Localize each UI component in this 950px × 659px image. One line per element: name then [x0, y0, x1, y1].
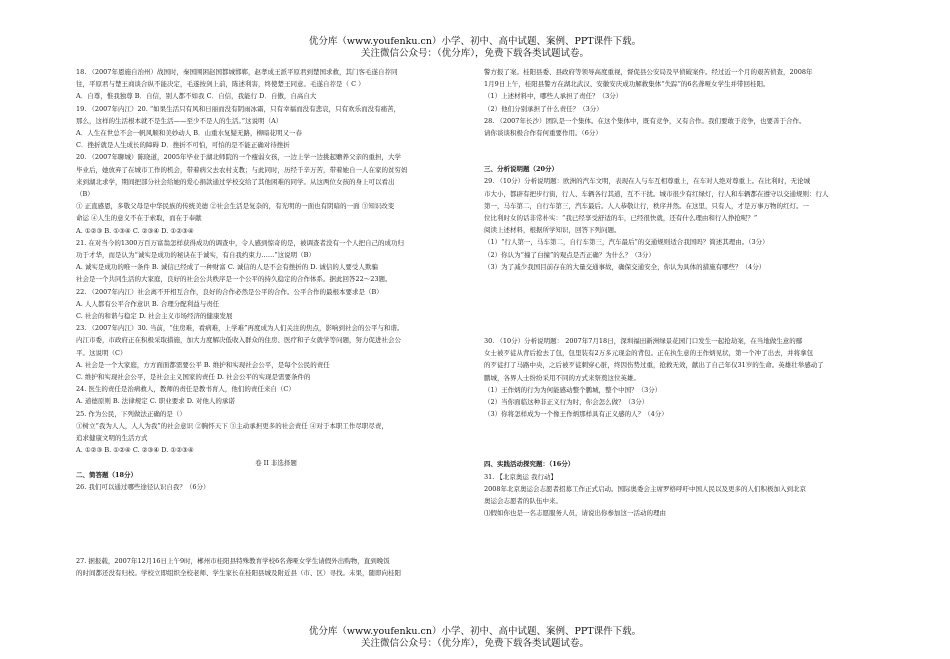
text-line: （2）当你面临这种非正义行为时，你会怎么做？（3分）	[484, 398, 649, 407]
text-line: 27. 据报载，2007年12月16日上午9时，郴州市桂阳县特殊教育学校6名聋哑女学生请假外出购物，直到晚饭	[76, 557, 390, 566]
text-line: 奥运会志愿者的队伍中来。	[484, 497, 562, 506]
text-line: （1）“行人第一，马车第二，自行车第三，汽车最后”的交通规则适合我国吗？简述其理由。（3分）	[484, 238, 769, 247]
footer-line-1: 优分库（www.youfenku.cn）小学、初中、高中试题、案例、PPT课件下载。	[308, 626, 642, 637]
text-line: ①树立“我为人人，人人为我”的社会意识 ②胸怀天下 ③主动承担更多的社会责任 ④对于本职工作尽职尽责，	[76, 421, 388, 430]
text-line: 30. （10分）分析说明题： 2007年7月18日，深圳福田新洲绿景花园门口发生一起抢劫案，在当地做生意的鄢	[484, 337, 803, 346]
text-line: C．挫折就是人生成长的障碍 D．挫折不可怕，可怕的是不能正确对待挫折	[76, 141, 290, 150]
text-line: 20. （2007年聊城）陈晓道，2005年毕业于湖北师院的一个瘦弱女孩，一边上学一边挑起赡养父亲的重担，大学	[76, 153, 401, 162]
text-line: 功于才华，而是认为“诚实是成功的秘诀在于诚实，有自我约束力……”这说明（B）	[76, 251, 315, 260]
text-line: 24. 医生的责任是治病救人，教师的责任是教书育人，他们的责任来自（C）	[76, 385, 295, 394]
left-column	[76, 66, 476, 580]
text-line: （1）王作炳的行为为何能感动整个鹏城，整个中国？（3分）	[484, 385, 662, 394]
text-line: 那么，这样的生活根本就不是生活——至少不是人的生活。”这说明（A）	[76, 116, 283, 125]
text-line: 的时间都还没有归校。学校立即组织全校老师、学生家长在桂阳县城及附近县（市、区）寻找。未果，随即向桂阳	[76, 569, 401, 578]
text-line: 31. 【北京奥运 我行动】	[484, 472, 557, 481]
section-title-paper-2: 卷 II 非选择题	[255, 458, 297, 467]
text-line: 1月9日上午，桂阳县警方在湖北武汉、安徽安庆成功解救集体“失踪”的6名聋哑女学生并带回桂阳。	[484, 80, 770, 89]
text-line: 19. （2007年内江）20. “如果生活只有风和日丽而没有阴雨冰霜，只有幸福而没有悲哀，只有欢乐而没有痛苦，	[76, 104, 401, 113]
text-line: 往，平原君与楚王商谈合纵不能决定，毛遂按剑上前，陈述利害，终使楚王同意。毛遂自荐是（ C ）	[76, 80, 365, 89]
text-line: C. 维护和实现社会公平，是社会主义国家的责任 D. 社会公平的实现是需要条件的	[76, 373, 311, 382]
section-heading: 二、简答题（18分）	[76, 470, 138, 479]
text-line: （3）你将怎样成为一个像王作炳那样具有正义感的人？（4分）	[484, 410, 668, 419]
text-line: A. 道德原则 B. 法律规定 C. 职业要求 D. 对他人的承诺	[76, 397, 235, 406]
text-line: 2008年北京奥运会志愿者招募工作正式启动。国际奥委会主席罗格呼吁中国人民以及更多的人们积极加入到北京	[484, 484, 807, 493]
header-line-2: 关注微信公众号：（优分库），免费下载各类试题试卷。	[360, 48, 589, 59]
text-line: 来到湖北求学，期间把部分社会给她的爱心捐款通过学校交给了其他困难的同学。从这两位女孩的身上可以看出	[76, 177, 395, 186]
text-line: 女士被歹徒从背后抢去了包，包里装有2万多元现金的背包。正在执生意的王作炳见状，第一个冲了出去，并将拿包	[484, 349, 814, 358]
text-line: 追求健康文明的生活方式	[76, 434, 148, 443]
question-line: 26. 我们可以通过哪些途径认识自我？（6分）	[76, 482, 210, 491]
text-line: （B）	[76, 190, 94, 199]
header-line-1: 优分库（www.youfenku.cn）小学、初中、高中试题、案例、PPT课件下载。	[308, 36, 642, 47]
text-line: 22. （2007年内江）社会离不开相互合作，良好的合作必然是公平的合作。公平合作的最根本要求是（B）	[76, 287, 383, 296]
text-line: ① 正直感恩，多敬父母是中华民族的传统美德 ②社会生活是复杂的，有光明的一面也有阴暗的一面 ③知识改变	[76, 202, 395, 211]
text-line: A. 诚实是成功的唯一条件 B. 诚信已经成了一种财富 C. 诚信的人是不会有挫折的 D. 诚信的人要受人欺骗	[76, 263, 378, 272]
text-line: A. 社会是一个大家庭，方方面面都需要公平 B. 维护和实现社会公平，是每个公民的责任	[76, 360, 330, 369]
text-line: （1）上述材料中，哪些人承担了责任？（3分）	[484, 92, 623, 101]
text-line: 23. （2007年内江）30. 当前，“住房难，看病难，上学难”再度成为人们关注的焦点，影响到社会的公平与和谐。	[76, 324, 404, 333]
text-line: 市大小，都辟有把步行街，行人、车辆各行其道，互不干扰。城市很少有红绿灯，行人和车辆都在遵守以交通规则：行人	[484, 189, 829, 198]
section-heading: 四、实践活动探究题：（16分）	[484, 460, 575, 469]
text-line: A．自尊，惟我独尊 B．自信，别人都不如我 C．自信，我能行 D．自傲，自高自大	[76, 92, 317, 101]
section-heading: 三、分析说明题（20分）	[484, 165, 559, 174]
text-line: 命运 ④人生的意义不在于索取，而在于奉献	[76, 214, 202, 223]
text-line: 平。这说明（C）	[76, 348, 127, 357]
text-line: 鹏城，各界人士纷纷采用不同的方式来祭奠这位英雄。	[484, 373, 640, 382]
text-line: 社会是一个共同生活的大家庭，良好的社会公共秩序是一个公平的持久稳定的合作体系。据此回答22～23题。	[76, 275, 392, 284]
text-line: 请你谈谈积极合作有何重要作用。（6分）	[484, 129, 602, 138]
text-line: 位比利时女的话非常朴实：“我已经享受舒适的车，已经很快就，还有什么理由和行人挣抢呢？”	[484, 214, 758, 223]
text-line: （2）他们分别承担了什么责任？（3分）	[484, 104, 603, 113]
text-line: A. ①②③ B. ①③④ C. ②③④ D. ①②③④	[76, 226, 194, 235]
text-line: 18. （2007年恩施自治州）战国时，秦国围困赵国都城邯郸，赵孝成王派平原君到楚国求救，其门客毛遂自荐同	[76, 68, 398, 76]
text-line: A．人生在世总不会一帆风顺和美妙动人 B．山重水复疑无路，柳暗花明又一春	[76, 129, 303, 138]
text-line: 阅读上述材料，根据所学知识，回答下列问题。	[484, 226, 621, 235]
text-line: A. ①②③ B. ①②④ C. ②③④ D. ①②③④	[76, 446, 194, 455]
text-line: 第一，马车第二，自行车第三，汽车最后。人人恭敬让行，秩序井然。在这里，只有人，才是万事万物的红灯。一	[484, 201, 809, 210]
text-line: 28. （2007年长沙）团队是一个集体。在这个集体中，既有竞争，又有合作。我们要敢于竞争，也要善于合作。	[484, 116, 806, 125]
text-line: C. 社会的和谐与稳定 D. 社会主义市场经济的健康发展	[76, 312, 233, 321]
text-line: A. 人人都有公平合作意识 B. 合理分配利益与责任	[76, 299, 220, 308]
text-line: 的歹徒打了马路中央，之后被歹徒刺穿心脏，终因伤势过重，抢救无效，献出了自己年仅31岁的生命。英雄壮举感动了	[484, 361, 824, 370]
footer-line-2: 关注微信公众号：（优分库），免费下载各类试题试卷。	[360, 638, 589, 649]
text-line: 29. （10分）分析说明题：欧洲的汽车文明，表现在人与车互相尊重上，在车对人绝对尊重上。在比利时，无论城	[484, 177, 811, 186]
text-line: 警方报了案。桂阳县委、县政府等领导高度重视，督促县公安局及早侦破案件。经过近一个月的艰苦侦查，2008年	[484, 68, 813, 76]
text-line: （3）为了减少我国目前存在的大量交通事故，确保交通安全，你认为具体的措施有哪些？（4分）	[484, 262, 766, 271]
text-line: 毕业后，她放弃了在城市工作的机会，带着病父去农村支教；与此同时，历经千辛万苦，带着她自一人在家的贫穷妈	[76, 165, 408, 174]
text-line: 21. 在对当今的1300万百万富翁怎样获得成功的调查中，令人感到惊奇的是，被调查者没有一个人把自己的成功归	[76, 238, 404, 247]
text-line: （2）你认为“撞了白撞”的观点是否正确？为什么？（3分）	[484, 250, 655, 259]
text-line: 内江市委，市政府正在积极采取措施，加大力度解决低收入群众的住房、医疗和子女就学等问题，努力促进社会公	[76, 336, 401, 345]
text-line: 25. 作为公民，下列做法正确的是（）	[76, 409, 186, 418]
header-banner	[0, 36, 950, 60]
right-column	[484, 66, 884, 519]
footer-banner	[0, 626, 950, 650]
text-line: ⑴假如你也是一名志愿服务人员，请说出你参加这一活动的理由	[484, 509, 666, 518]
